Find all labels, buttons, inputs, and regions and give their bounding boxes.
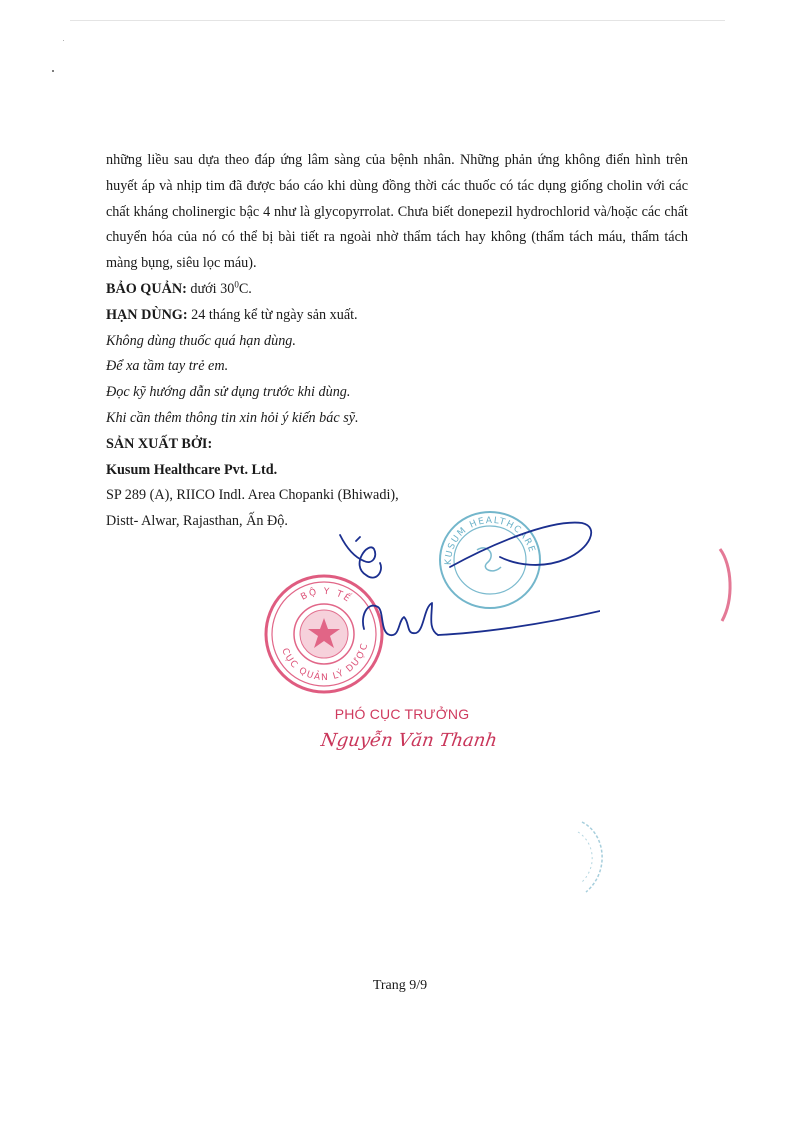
- signer-name: Nguyễn Văn Thanh: [319, 730, 499, 751]
- page-edge-line: [70, 20, 725, 21]
- warning-line: Để xa tầm tay trẻ em.: [106, 358, 229, 375]
- manufacturer-label: SẢN XUẤT BỞI:: [106, 435, 213, 452]
- storage-line: [106, 277, 688, 303]
- storage-label: BẢO QUẢN:: [106, 280, 187, 297]
- manufacturer-name: Kusum Healthcare Pvt. Ltd.: [106, 461, 278, 478]
- storage-unit: C.: [238, 280, 252, 297]
- warning-line: Đọc kỹ hướng dẫn sử dụng trước khi dùng.: [106, 384, 351, 401]
- manufacturer-address-2: Distt- Alwar, Rajasthan, Ấn Độ.: [106, 513, 288, 530]
- scan-speck: [63, 40, 64, 41]
- expiry-line: [106, 303, 688, 329]
- manufacturer-address-1: SP 289 (A), RIICO Indl. Area Chopanki (Bhiwadi),: [106, 487, 399, 504]
- page-number: Trang 9/9: [372, 978, 428, 993]
- expiry-value: 24 tháng kể từ ngày sản xuất.: [191, 306, 358, 323]
- government-seal-bottom-text: CỤC QUẢN LÝ DƯỢC: [279, 641, 371, 684]
- signer-title: PHÓ CỤC TRƯỞNG: [334, 706, 470, 722]
- partial-seal-mark: [710, 545, 740, 625]
- document-body: [106, 148, 688, 535]
- company-seal-text: KUSUM HEALTHCARE: [443, 515, 537, 566]
- warning-line: Không dùng thuốc quá hạn dùng.: [106, 332, 296, 349]
- warning-line: Khi cần thêm thông tin xin hỏi ý kiến bác sỹ.: [106, 409, 359, 426]
- government-seal-top-text: BỘ Y TẾ: [299, 586, 354, 606]
- storage-value: dưới 30: [190, 280, 235, 297]
- body-paragraph: những liều sau dựa theo đáp ứng lâm sàng của bệnh nhân. Những phản ứng không điển hình trên huyết áp và nhịp tim đã được báo cáo khi dùng đồng thời các thuốc có tác dụng giống cholin với các chất kháng cholinergic bậc 4 như là glycopyrrolat. Chưa biết donepezil hydrochlorid và/hoặc các chất chuyển hóa của nó có thể bị bài tiết ra ngoài nhờ thẩm tách hay không (thẩm tách máu, thẩm tách màng bụng, siêu lọc máu).: [106, 152, 688, 272]
- storage-superscript: 0: [234, 279, 239, 290]
- partial-seal-mark: [574, 818, 614, 896]
- handwritten-signatures: [320, 505, 600, 655]
- scan-speck: [52, 70, 54, 72]
- expiry-label: HẠN DÙNG:: [106, 306, 188, 323]
